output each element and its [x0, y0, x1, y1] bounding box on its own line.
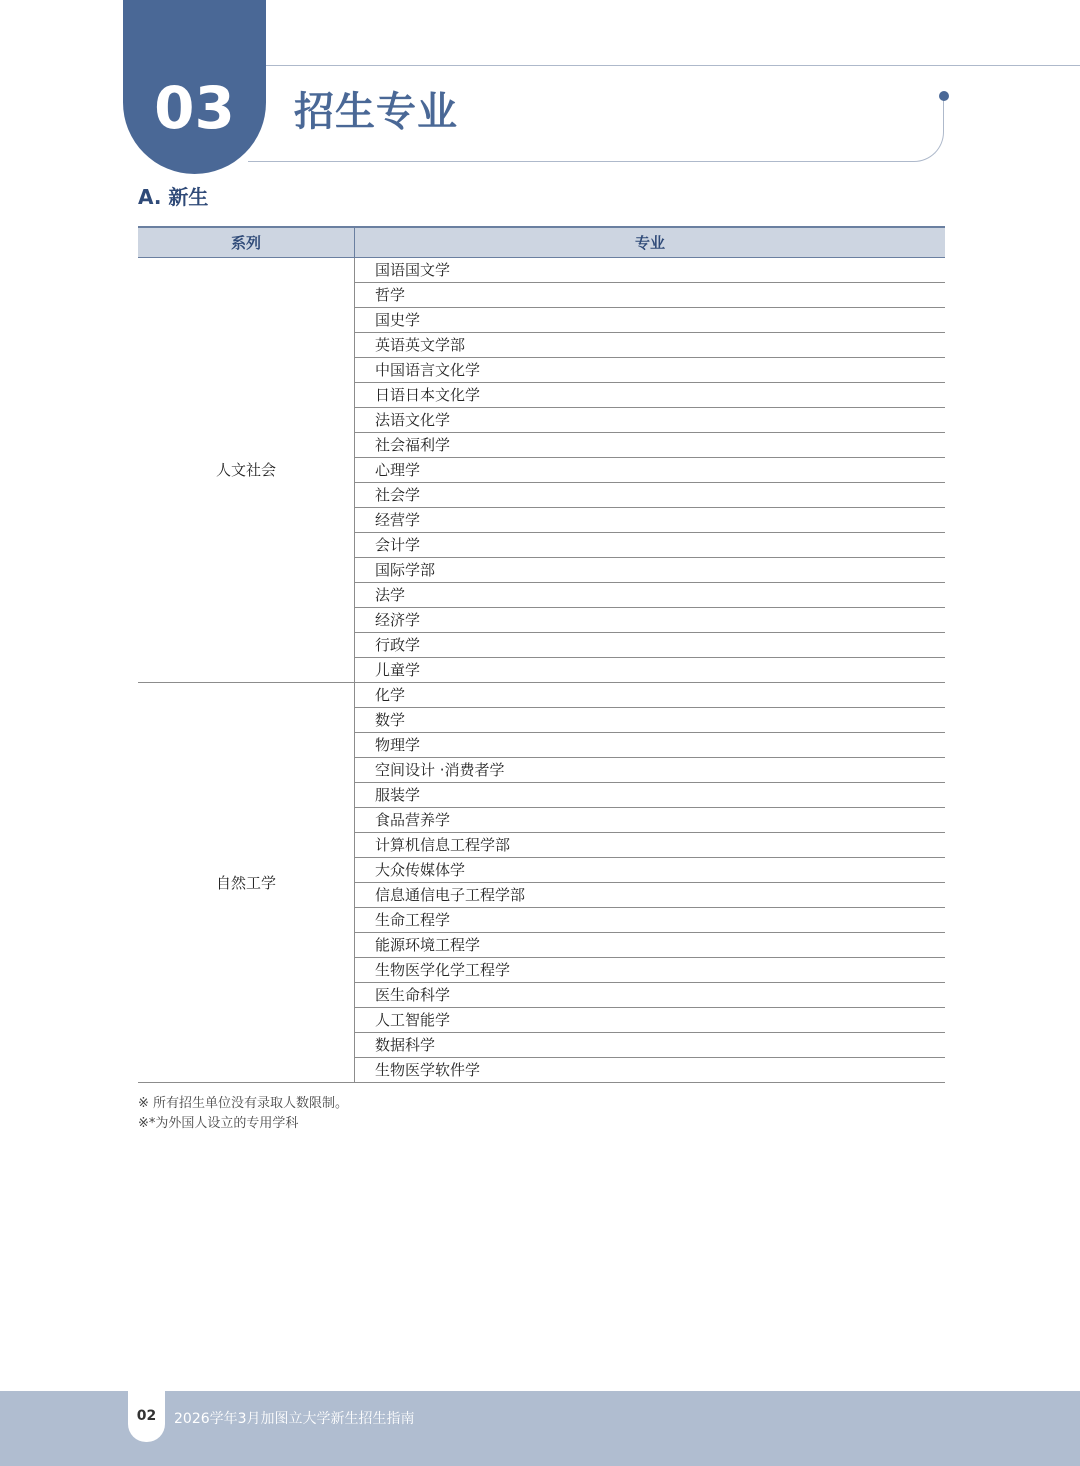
- major-cell: 法学: [355, 583, 946, 608]
- column-header-series: 系列: [138, 227, 355, 258]
- major-cell: 会计学: [355, 533, 946, 558]
- footnote: ※*为外国人设立的专用学科: [138, 1116, 299, 1131]
- major-cell: 物理学: [355, 733, 946, 758]
- table-row: [138, 683, 945, 708]
- major-cell: 化学: [355, 683, 946, 708]
- major-cell: 儿童学: [355, 658, 946, 683]
- major-cell: 数学: [355, 708, 946, 733]
- page-footer: [0, 1391, 1080, 1466]
- major-cell: 国史学: [355, 308, 946, 333]
- major-cell: 经济学: [355, 608, 946, 633]
- major-cell: 服装学: [355, 783, 946, 808]
- major-cell: 大众传媒体学: [355, 858, 946, 883]
- footer-title: 2026学年3月加图立大学新生招生指南: [174, 1411, 415, 1427]
- footnote: ※ 所有招生单位没有录取人数限制。: [138, 1096, 349, 1111]
- header-divider: [266, 65, 1080, 66]
- major-cell: 经营学: [355, 508, 946, 533]
- major-cell: 国语国文学: [355, 258, 946, 283]
- majors-table: [138, 226, 945, 1083]
- major-cell: 医生命科学: [355, 983, 946, 1008]
- chapter-tab: [123, 0, 266, 174]
- major-cell: 日语日本文化学: [355, 383, 946, 408]
- major-cell: 法语文化学: [355, 408, 946, 433]
- major-cell: 哲学: [355, 283, 946, 308]
- major-cell: 数据科学: [355, 1033, 946, 1058]
- major-cell: 英语英文学部: [355, 333, 946, 358]
- header-dot: [939, 91, 949, 101]
- major-cell: 生命工程学: [355, 908, 946, 933]
- major-cell: 空间设计 ·消费者学: [355, 758, 946, 783]
- page-title: 招生专业: [294, 89, 458, 135]
- major-cell: 行政学: [355, 633, 946, 658]
- major-cell: 国际学部: [355, 558, 946, 583]
- major-cell: 食品营养学: [355, 808, 946, 833]
- table-body: [138, 258, 945, 1083]
- section-title: A. 新生: [138, 185, 209, 209]
- chapter-number: 03: [154, 74, 235, 142]
- major-cell: 能源环境工程学: [355, 933, 946, 958]
- column-header-major: 专业: [355, 227, 946, 258]
- page-number: 02: [136, 1408, 157, 1424]
- major-cell: 人工智能学: [355, 1008, 946, 1033]
- major-cell: 心理学: [355, 458, 946, 483]
- table-row: [138, 258, 945, 283]
- major-cell: 中国语言文化学: [355, 358, 946, 383]
- major-cell: 信息通信电子工程学部: [355, 883, 946, 908]
- major-cell: 生物医学软件学: [355, 1058, 946, 1083]
- major-cell: 生物医学化学工程学: [355, 958, 946, 983]
- major-cell: 社会学: [355, 483, 946, 508]
- table-header-row: [138, 227, 945, 258]
- major-cell: 计算机信息工程学部: [355, 833, 946, 858]
- footnotes: [138, 1094, 348, 1134]
- series-cell: 自然工学: [138, 683, 355, 1083]
- major-cell: 社会福利学: [355, 433, 946, 458]
- series-cell: 人文社会: [138, 258, 355, 683]
